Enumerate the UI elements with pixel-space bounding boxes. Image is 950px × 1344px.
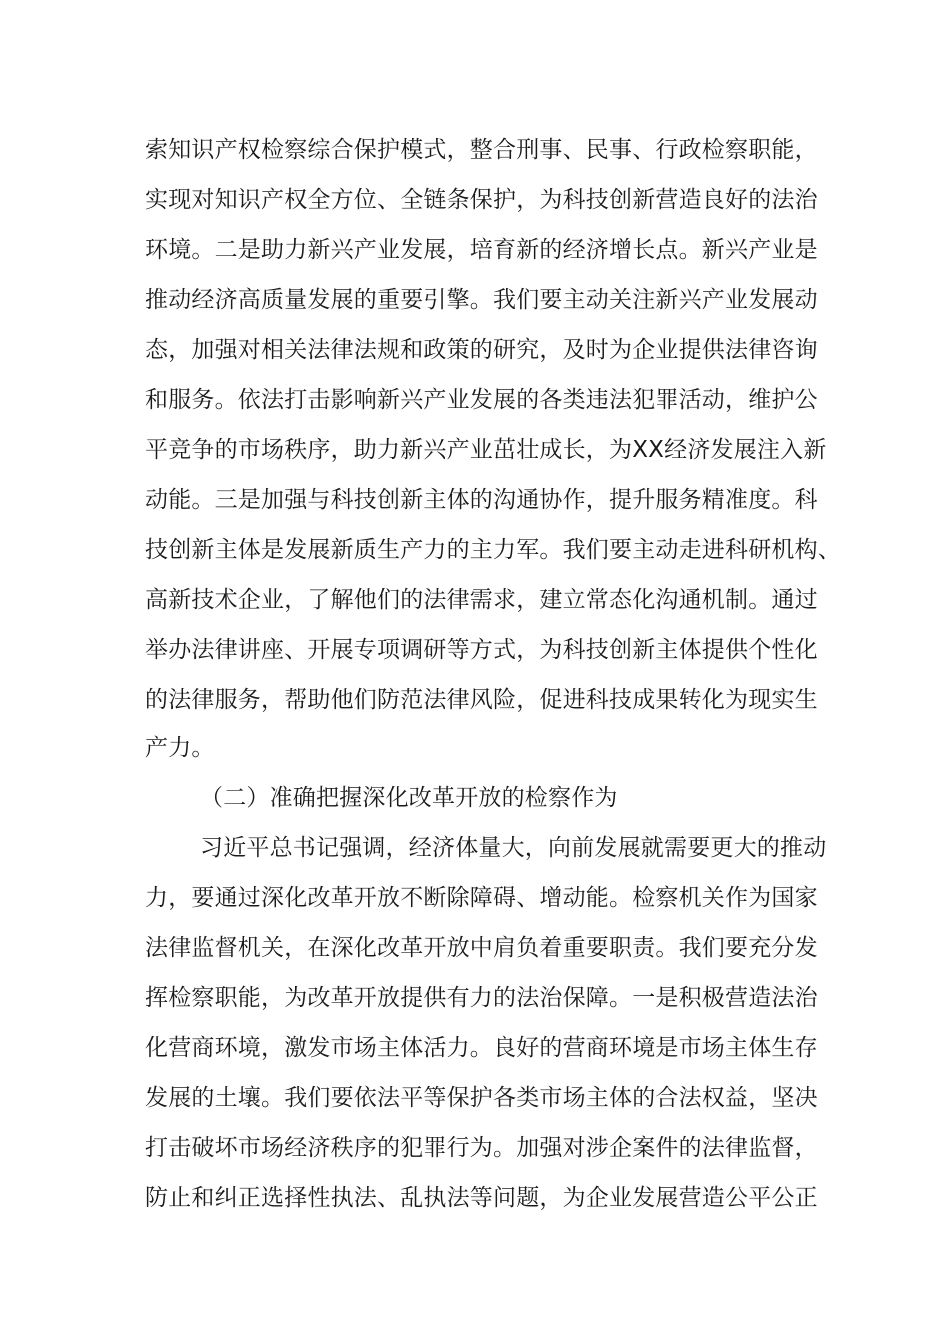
paragraph-2-line-1: 习近平总书记强调，经济体量大，向前发展就需要更大的推动 xyxy=(200,835,827,861)
paragraph-1-line-5: 态，加强对相关法律法规和政策的研究，及时为企业提供法律咨询 xyxy=(145,337,818,363)
paragraph-1-line-11: 举办法律讲座、开展专项调研等方式，为科技创新主体提供个性化 xyxy=(145,637,818,663)
paragraph-2-line-3: 法律监督机关，在深化改革开放中肩负着重要职责。我们要充分发 xyxy=(145,935,818,961)
paragraph-2-line-6: 发展的土壤。我们要依法平等保护各类市场主体的合法权益，坚决 xyxy=(145,1085,818,1111)
paragraph-2-line-2: 力，要通过深化改革开放不断除障碍、增动能。检察机关作为国家 xyxy=(145,885,818,911)
paragraph-1-line-7: 平竞争的市场秩序，助力新兴产业茁壮成长，为XX经济发展注入新 xyxy=(145,437,827,463)
paragraph-1-line-2: 实现对知识产权全方位、全链条保护，为科技创新营造良好的法治 xyxy=(145,187,818,213)
section-heading: （二）准确把握深化改革开放的检察作为 xyxy=(200,785,618,811)
paragraph-1-line-9: 技创新主体是发展新质生产力的主力军。我们要主动走进科研机构、 xyxy=(145,537,841,563)
paragraph-1-line-13: 产力。 xyxy=(145,735,215,761)
paragraph-2-line-8: 防止和纠正选择性执法、乱执法等问题，为企业发展营造公平公正 xyxy=(145,1185,818,1211)
paragraph-1-line-8: 动能。三是加强与科技创新主体的沟通协作，提升服务精准度。科 xyxy=(145,487,818,513)
paragraph-1-line-6: 和服务。依法打击影响新兴产业发展的各类违法犯罪活动，维护公 xyxy=(145,387,818,413)
paragraph-2-line-5: 化营商环境，激发市场主体活力。良好的营商环境是市场主体生存 xyxy=(145,1035,818,1061)
paragraph-1-line-10: 高新技术企业，了解他们的法律需求，建立常态化沟通机制。通过 xyxy=(145,587,818,613)
paragraph-2-line-4: 挥检察职能，为改革开放提供有力的法治保障。一是积极营造法治 xyxy=(145,985,818,1011)
paragraph-1-line-12: 的法律服务，帮助他们防范法律风险，促进科技成果转化为现实生 xyxy=(145,687,818,713)
paragraph-1-line-1: 索知识产权检察综合保护模式，整合刑事、民事、行政检察职能， xyxy=(145,137,818,163)
paragraph-1-line-4: 推动经济高质量发展的重要引擎。我们要主动关注新兴产业发展动 xyxy=(145,287,818,313)
paragraph-1-line-3: 环境。二是助力新兴产业发展，培育新的经济增长点。新兴产业是 xyxy=(145,237,818,263)
paragraph-2-line-7: 打击破坏市场经济秩序的犯罪行为。加强对涉企案件的法律监督， xyxy=(145,1135,818,1161)
